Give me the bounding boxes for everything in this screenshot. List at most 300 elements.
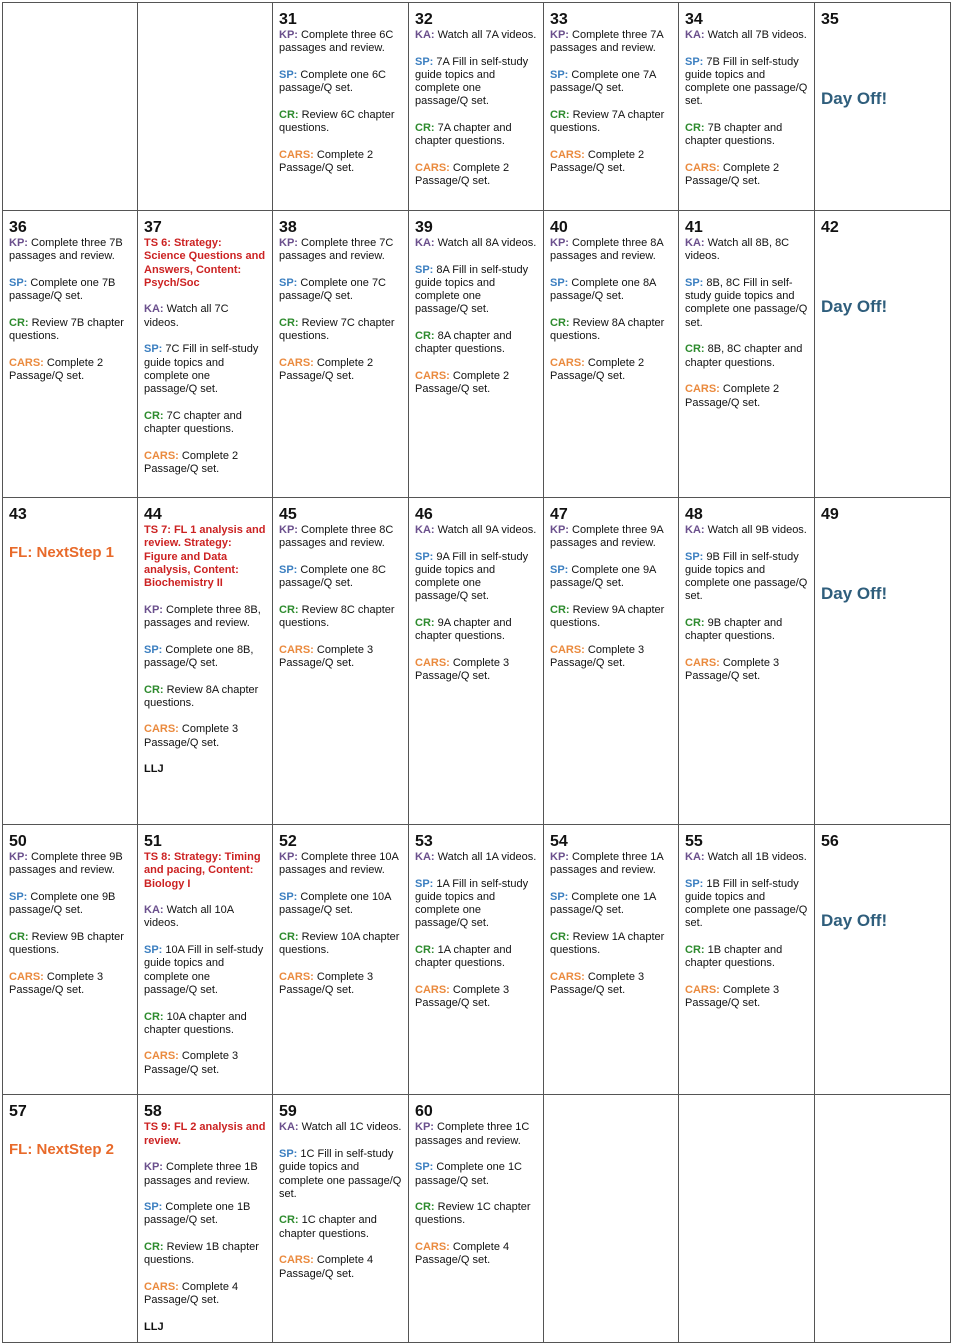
- calendar-day-cell: [409, 3, 544, 211]
- day-number: 48: [685, 506, 703, 523]
- task-item: [550, 317, 672, 344]
- task-text: 8A chapter and chapter questions.: [415, 330, 512, 356]
- task-item: [9, 931, 131, 958]
- task-list: [685, 851, 808, 1011]
- calendar-day-cell: [815, 825, 951, 1095]
- task-category-label: SP:: [685, 550, 704, 563]
- task-item: [279, 29, 402, 56]
- task-category-label: CR:: [550, 603, 570, 616]
- task-category-label: CARS:: [144, 723, 179, 736]
- task-text: Complete one 8A passage/Q set.: [550, 276, 656, 303]
- task-text: Review 9A chapter questions.: [550, 603, 665, 630]
- task-item: [685, 162, 808, 189]
- calendar-day-cell: [273, 825, 409, 1095]
- task-text: Review 7A chapter questions.: [550, 108, 665, 135]
- task-text: Watch all 9B videos.: [704, 524, 807, 536]
- calendar-day-cell: [138, 211, 273, 498]
- task-item: [279, 564, 402, 591]
- task-category-label: KP:: [9, 237, 28, 249]
- task-item: [415, 524, 537, 537]
- task-category-label: CARS:: [550, 356, 585, 369]
- task-text: Complete one 8C passage/Q set.: [279, 563, 387, 590]
- task-text: Complete one 1C passage/Q set.: [415, 1161, 523, 1187]
- task-list: [415, 524, 537, 684]
- task-text: Complete 3 Passage/Q set.: [415, 983, 510, 1010]
- task-category-label: SP:: [279, 890, 298, 903]
- task-list: [144, 1121, 266, 1334]
- task-text: 9B chapter and chapter questions.: [685, 617, 783, 643]
- calendar-day-cell: [544, 211, 679, 498]
- task-item: [685, 56, 808, 109]
- task-text: Watch all 1A videos.: [434, 851, 537, 863]
- task-category-label: CARS:: [279, 1254, 314, 1267]
- task-text: 1C chapter and chapter questions.: [279, 1214, 377, 1240]
- calendar-day-cell: [679, 825, 815, 1095]
- task-item: [550, 237, 672, 264]
- day-number: 34: [685, 11, 703, 28]
- task-item: [9, 357, 131, 384]
- task-item: [415, 551, 537, 604]
- task-text: Watch all 7C videos.: [144, 303, 229, 329]
- day-number: 43: [9, 506, 27, 523]
- task-text: Complete 3 Passage/Q set.: [415, 656, 510, 683]
- calendar-day-cell: [815, 1095, 951, 1343]
- task-item: [279, 604, 402, 631]
- task-text: Complete 3 Passage/Q set.: [9, 970, 104, 996]
- task-text: 1B chapter and chapter questions.: [685, 944, 783, 970]
- task-item: [415, 370, 537, 397]
- calendar-day-cell: [3, 3, 138, 211]
- task-category-label: SP:: [550, 276, 569, 289]
- task-item: [279, 1148, 402, 1201]
- task-category-label: SP:: [144, 643, 163, 656]
- task-category-label: KP:: [550, 237, 569, 249]
- task-text: Complete three 8A passages and review.: [550, 237, 664, 263]
- task-item: [279, 149, 402, 176]
- day-number: 49: [821, 506, 839, 523]
- task-text: 7B chapter and chapter questions.: [685, 122, 783, 148]
- task-category-label: KA:: [415, 29, 435, 41]
- task-text: Complete 3 Passage/Q set.: [144, 1050, 239, 1076]
- calendar-day-cell: [544, 1095, 679, 1343]
- task-category-label: SP:: [685, 55, 704, 68]
- task-text: 7B Fill in self-study guide topics and complete one passage/Q set.: [685, 55, 808, 108]
- day-number: 50: [9, 833, 27, 850]
- task-text: Complete one 7A passage/Q set.: [550, 68, 656, 95]
- calendar-week-row: [3, 498, 951, 825]
- calendar-day-cell: [679, 498, 815, 825]
- calendar-day-cell: [815, 498, 951, 825]
- task-item: [415, 617, 537, 644]
- day-number: 40: [550, 219, 568, 236]
- task-category-label: CR:: [9, 316, 29, 329]
- task-item: [415, 657, 537, 684]
- task-text: Complete one 1A passage/Q set.: [550, 890, 656, 917]
- task-category-label: SP:: [415, 263, 434, 276]
- task-list: [9, 237, 131, 383]
- task-category-label: SP:: [685, 877, 704, 890]
- task-text: 8B, 8C Fill in self-study guide topics and complete one passage/Q set.: [685, 276, 808, 329]
- calendar-day-cell: [138, 498, 273, 825]
- task-text: Complete one 9A passage/Q set.: [550, 563, 656, 590]
- task-item: [685, 277, 808, 330]
- task-category-label: CR:: [685, 944, 705, 957]
- task-item: [144, 450, 266, 477]
- calendar-day-cell: [3, 211, 138, 498]
- day-number: 52: [279, 833, 297, 850]
- task-category-label: KP:: [144, 1161, 163, 1174]
- task-text: Watch all 7B videos.: [704, 29, 807, 41]
- task-text: Watch all 9A videos.: [434, 524, 537, 536]
- task-category-label: CR:: [144, 409, 164, 422]
- day-number: 46: [415, 506, 433, 523]
- task-list: [550, 851, 672, 997]
- task-text: 1B Fill in self-study guide topics and complete one passage/Q set.: [685, 877, 808, 930]
- task-category-label: CR:: [144, 1010, 164, 1023]
- task-category-label: SP:: [144, 944, 163, 957]
- task-item: [685, 851, 808, 864]
- task-text: Review 7C chapter questions.: [279, 316, 395, 343]
- task-item: [9, 891, 131, 918]
- day-number: 58: [144, 1103, 162, 1121]
- task-item: [685, 984, 808, 1011]
- day-off-label: Day Off!: [821, 911, 888, 930]
- task-category-label: KA:: [144, 303, 164, 316]
- task-item: [685, 29, 808, 42]
- task-item: [415, 878, 537, 931]
- task-item: [685, 237, 808, 264]
- task-text: Complete three 1C passages and review.: [415, 1121, 530, 1147]
- task-item: [9, 317, 131, 344]
- task-item: [9, 971, 131, 998]
- task-item: [550, 604, 672, 631]
- calendar-day-cell: [409, 1095, 544, 1343]
- task-item: [685, 383, 808, 410]
- task-item: [415, 1121, 537, 1148]
- task-item: [415, 1201, 537, 1228]
- task-list: [279, 237, 402, 383]
- task-item: [279, 891, 402, 918]
- task-item: [550, 891, 672, 918]
- task-text: Complete 2 Passage/Q set.: [550, 148, 645, 174]
- task-item: [685, 944, 808, 971]
- calendar-day-cell: [409, 211, 544, 498]
- calendar-day-cell: [409, 498, 544, 825]
- task-item: [279, 1214, 402, 1241]
- day-number: 47: [550, 506, 568, 523]
- task-text: Complete 2 Passage/Q set.: [144, 449, 239, 476]
- full-length-exam-label: FL: NextStep 1: [9, 544, 115, 561]
- task-item: [415, 162, 537, 189]
- task-list: [415, 1121, 537, 1267]
- day-number: 37: [144, 219, 162, 236]
- task-item: [685, 524, 808, 537]
- task-list: [144, 851, 266, 1077]
- task-item: [415, 56, 537, 109]
- task-item: [415, 29, 537, 42]
- calendar-day-cell: [138, 1095, 273, 1343]
- task-item: [685, 551, 808, 604]
- day-number: 35: [821, 11, 839, 28]
- task-list: [279, 851, 402, 997]
- task-text: Complete three 8B, passages and review.: [144, 603, 261, 630]
- task-item: [279, 931, 402, 958]
- task-text: Complete 4 Passage/Q set.: [279, 1254, 374, 1280]
- task-text: Complete 4 Passage/Q set.: [415, 1241, 510, 1267]
- task-category-label: SP:: [415, 550, 434, 563]
- task-category-label: SP:: [9, 890, 28, 903]
- day-number: 45: [279, 506, 297, 523]
- task-item: [144, 944, 266, 997]
- task-text: Review 7B chapter questions.: [9, 316, 124, 343]
- task-item: [144, 343, 266, 396]
- day-number: 55: [685, 833, 703, 850]
- task-item: [144, 1281, 266, 1308]
- initials-signature: LLJ: [144, 763, 164, 776]
- task-category-label: SP:: [550, 563, 569, 576]
- task-category-label: CR:: [550, 930, 570, 943]
- task-text: Complete 2 Passage/Q set.: [415, 161, 510, 188]
- day-off-label: Day Off!: [821, 297, 888, 316]
- day-number: 54: [550, 833, 568, 850]
- task-category-label: SP:: [279, 563, 298, 576]
- task-category-label: KA:: [415, 524, 435, 536]
- task-category-label: KP:: [550, 851, 569, 863]
- task-category-label: CR:: [279, 603, 299, 616]
- task-category-label: SP:: [550, 890, 569, 903]
- task-text: Complete 3 Passage/Q set.: [550, 970, 645, 996]
- task-category-label: SP:: [144, 343, 163, 356]
- day-number: 42: [821, 219, 839, 236]
- task-text: 10A Fill in self-study guide topics and complete one passage/Q set.: [144, 944, 264, 996]
- task-item: [685, 878, 808, 931]
- task-item: [550, 931, 672, 958]
- strategy-session-label: TS 8: Strategy: Timing and pacing, Content: Biology I: [144, 851, 261, 890]
- task-text: Complete one 6C passage/Q set.: [279, 68, 387, 95]
- task-category-label: CARS:: [685, 383, 720, 396]
- task-category-label: CARS:: [279, 970, 314, 983]
- task-item: [279, 109, 402, 136]
- task-category-label: CARS:: [9, 356, 44, 369]
- task-text: Complete 3 Passage/Q set.: [279, 643, 374, 669]
- day-number: 44: [144, 506, 162, 523]
- task-category-label: KA:: [685, 29, 705, 41]
- task-category-label: CARS:: [279, 643, 314, 656]
- task-category-label: CR:: [415, 944, 435, 957]
- task-item: [685, 343, 808, 370]
- task-category-label: CARS:: [685, 983, 720, 996]
- task-category-label: KP:: [9, 851, 28, 863]
- task-item: [9, 851, 131, 878]
- task-item: [550, 69, 672, 96]
- task-category-label: SP:: [144, 1201, 163, 1214]
- task-item: [9, 237, 131, 264]
- task-category-label: KA:: [415, 851, 435, 863]
- calendar-day-cell: [679, 1095, 815, 1343]
- task-item: [550, 971, 672, 998]
- day-number: 33: [550, 11, 568, 28]
- calendar-day-cell: [815, 211, 951, 498]
- task-category-label: CR:: [550, 108, 570, 121]
- task-item: [279, 317, 402, 344]
- task-category-label: CR:: [415, 122, 435, 135]
- task-item: [279, 277, 402, 304]
- calendar-week-row: [3, 211, 951, 498]
- task-text: Complete 4 Passage/Q set.: [144, 1280, 239, 1307]
- task-text: Complete 3 Passage/Q set.: [685, 656, 780, 683]
- task-category-label: CR:: [9, 930, 29, 943]
- task-category-label: SP:: [685, 276, 704, 289]
- calendar-day-cell: [273, 498, 409, 825]
- task-category-label: SP:: [279, 68, 298, 81]
- task-item: [144, 1161, 266, 1188]
- task-item: [550, 277, 672, 304]
- task-item: [415, 122, 537, 149]
- task-text: Complete three 10A passages and review.: [279, 851, 399, 877]
- task-text: 9A chapter and chapter questions.: [415, 617, 512, 643]
- task-category-label: KP:: [415, 1121, 434, 1134]
- task-category-label: CR:: [685, 343, 705, 356]
- task-category-label: CR:: [279, 316, 299, 329]
- task-item: [415, 1161, 537, 1188]
- task-category-label: KA:: [415, 237, 435, 249]
- task-item: [144, 723, 266, 750]
- task-text: 10A chapter and chapter questions.: [144, 1010, 247, 1036]
- task-text: Review 10A chapter questions.: [279, 930, 400, 957]
- task-item: [279, 851, 402, 878]
- task-category-label: CR:: [415, 617, 435, 630]
- strategy-session-label: TS 6: Strategy: Science Questions and Answers, Content: Psych/Soc: [144, 237, 266, 289]
- initials-signature: LLJ: [144, 1320, 164, 1333]
- task-list: [685, 29, 808, 189]
- task-category-label: CARS:: [415, 369, 450, 382]
- task-text: Complete three 7B passages and review.: [9, 237, 123, 263]
- task-item: [279, 69, 402, 96]
- task-text: Review 6C chapter questions.: [279, 108, 395, 135]
- day-number: 41: [685, 219, 703, 236]
- task-category-label: CR:: [415, 1201, 435, 1214]
- calendar-week-row: [3, 3, 951, 211]
- task-category-label: CARS:: [685, 656, 720, 669]
- task-item: [279, 1121, 402, 1134]
- task-item: [144, 1241, 266, 1268]
- task-text: 1C Fill in self-study guide topics and complete one passage/Q set.: [279, 1147, 402, 1200]
- task-category-label: CARS:: [279, 356, 314, 369]
- task-text: Complete three 1B passages and review.: [144, 1161, 258, 1187]
- task-category-label: CARS:: [685, 161, 720, 174]
- task-category-label: KP:: [279, 237, 298, 249]
- task-item: [550, 851, 672, 878]
- task-item: [279, 524, 402, 551]
- task-category-label: CR:: [415, 330, 435, 343]
- day-off-label: Day Off!: [821, 89, 888, 108]
- task-text: Complete 2 Passage/Q set.: [685, 383, 780, 409]
- task-text: Watch all 10A videos.: [144, 904, 234, 930]
- task-category-label: CARS:: [415, 983, 450, 996]
- task-category-label: KA:: [685, 851, 705, 863]
- task-item: [685, 617, 808, 644]
- task-text: Complete one 7C passage/Q set.: [279, 276, 387, 303]
- task-list: [415, 237, 537, 397]
- task-item: [415, 851, 537, 864]
- calendar-day-cell: [544, 825, 679, 1095]
- calendar-day-cell: [679, 3, 815, 211]
- day-number: 32: [415, 11, 433, 28]
- task-list: [279, 524, 402, 670]
- task-text: Review 1C chapter questions.: [415, 1201, 531, 1227]
- task-item: [550, 524, 672, 551]
- task-text: 9A Fill in self-study guide topics and complete one passage/Q set.: [415, 550, 529, 603]
- task-category-label: SP:: [279, 276, 298, 289]
- task-text: Complete 3 Passage/Q set.: [279, 970, 374, 996]
- day-number: 56: [821, 833, 839, 850]
- task-category-label: KA:: [144, 904, 164, 917]
- day-off-label: Day Off!: [821, 584, 888, 603]
- task-category-label: KP:: [144, 603, 163, 616]
- task-category-label: CARS:: [144, 449, 179, 462]
- task-item: [550, 109, 672, 136]
- task-category-label: CARS:: [9, 970, 44, 983]
- task-item: [685, 122, 808, 149]
- task-category-label: SP:: [415, 55, 434, 68]
- task-text: Complete 3 Passage/Q set.: [685, 983, 780, 1010]
- task-category-label: KP:: [279, 524, 298, 536]
- day-number: 59: [279, 1103, 297, 1121]
- task-text: Complete 3 Passage/Q set.: [550, 643, 645, 669]
- calendar-day-cell: [138, 825, 273, 1095]
- task-text: Watch all 7A videos.: [434, 29, 537, 41]
- task-category-label: CR:: [279, 930, 299, 943]
- task-category-label: CARS:: [415, 656, 450, 669]
- task-list: [550, 237, 672, 383]
- task-category-label: CR:: [685, 617, 705, 630]
- task-category-label: CR:: [144, 1241, 164, 1254]
- task-text: Complete three 9B passages and review.: [9, 851, 123, 877]
- task-category-label: KP:: [279, 851, 298, 863]
- task-item: [144, 303, 266, 330]
- task-text: Review 8A chapter questions.: [550, 316, 665, 343]
- task-item: [415, 237, 537, 250]
- calendar-week-row: [3, 825, 951, 1095]
- calendar-day-cell: [273, 211, 409, 498]
- task-item: [144, 684, 266, 711]
- task-category-label: CR:: [685, 122, 705, 135]
- task-category-label: SP:: [550, 68, 569, 81]
- task-text: Complete 2 Passage/Q set.: [279, 148, 374, 174]
- task-text: Review 8C chapter questions.: [279, 603, 395, 630]
- calendar-day-cell: [679, 211, 815, 498]
- task-category-label: SP:: [279, 1147, 298, 1160]
- task-text: 8A Fill in self-study guide topics and complete one passage/Q set.: [415, 263, 529, 316]
- task-text: Complete 2 Passage/Q set.: [279, 356, 374, 382]
- task-list: [144, 237, 266, 476]
- calendar-day-cell: [3, 1095, 138, 1343]
- task-text: Complete one 1B passage/Q set.: [144, 1201, 251, 1227]
- calendar-day-cell: [815, 3, 951, 211]
- task-text: Complete 2 Passage/Q set.: [415, 369, 510, 396]
- task-category-label: CARS:: [279, 148, 314, 161]
- task-item: [279, 971, 402, 998]
- day-number: 31: [279, 11, 297, 28]
- task-item: [279, 237, 402, 264]
- day-number: 51: [144, 833, 162, 850]
- task-category-label: CARS:: [415, 161, 450, 174]
- task-text: Watch all 1B videos.: [704, 851, 807, 863]
- task-text: 1A chapter and chapter questions.: [415, 944, 512, 970]
- task-category-label: SP:: [9, 276, 28, 289]
- task-text: Watch all 8A videos.: [434, 237, 537, 249]
- study-calendar: [2, 2, 951, 1343]
